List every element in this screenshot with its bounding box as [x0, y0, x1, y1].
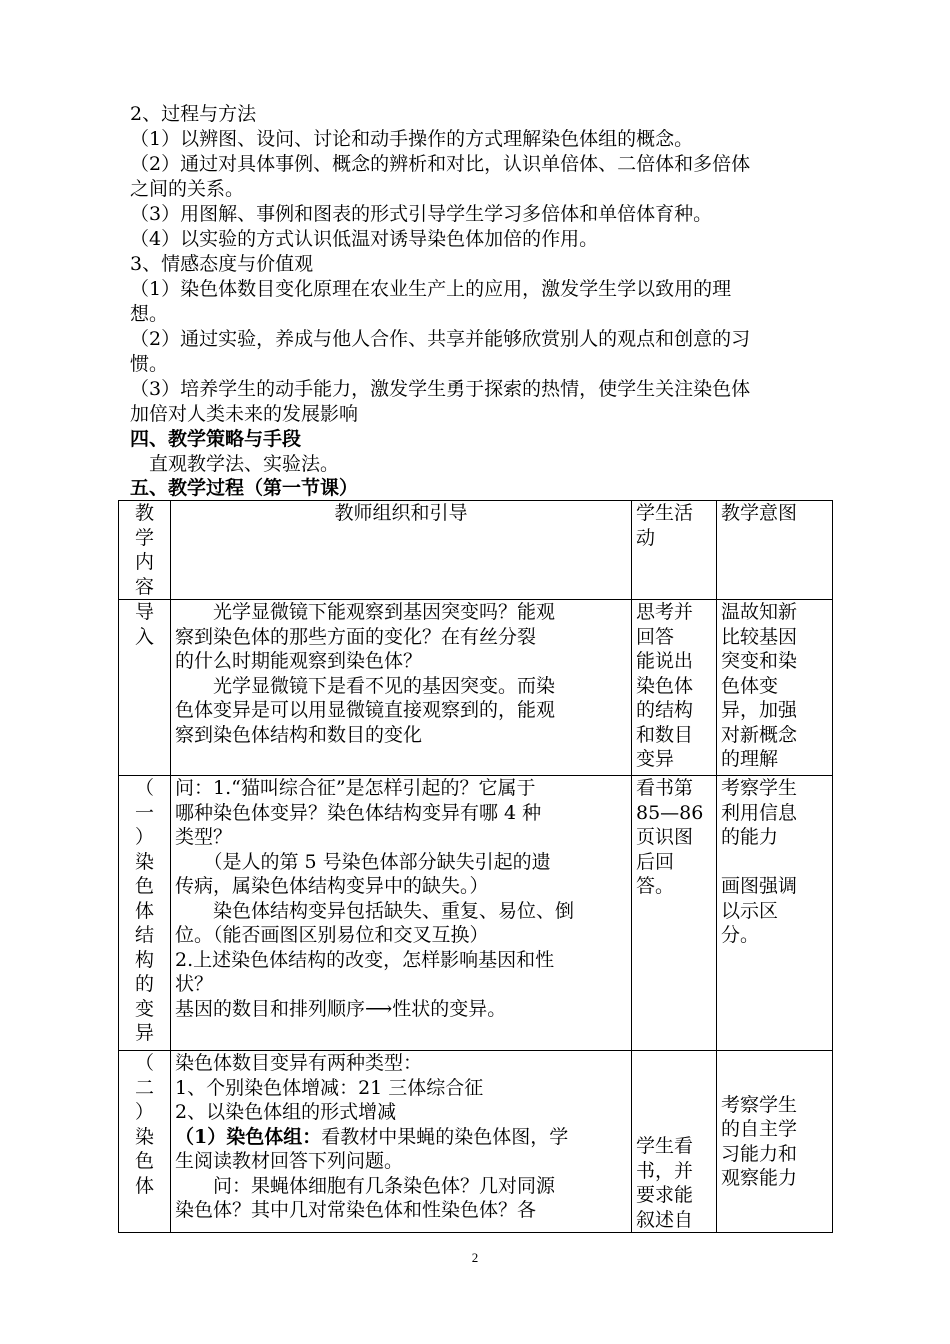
cell-line: 问：果蝇体细胞有几条染色体？几对同源	[175, 1174, 556, 1197]
cell-line: 光学显微镜下能观察到基因突变吗？能观	[175, 601, 556, 623]
cell-line: 思考并	[636, 601, 694, 623]
cell-line: 基因的数目和排列顺序⟶性状的变异。	[175, 997, 507, 1020]
cell-line: 比较基因	[721, 625, 798, 648]
paragraph-line: 直观教学法、实验法。	[130, 453, 340, 475]
cell-line: 突变和染	[721, 650, 798, 672]
row-teacher-cell	[171, 776, 632, 1051]
cell-line: 的结构	[636, 699, 694, 721]
paragraph-line: （3）培养学生的动手能力，激发学生勇于探索的热情，使学生关注染色体	[130, 378, 751, 400]
row-teacher-cell	[171, 600, 632, 776]
cell-line: 85—86	[636, 801, 704, 824]
cell-line: （	[134, 1052, 154, 1074]
row-teacher-cell	[171, 1051, 632, 1233]
cell-line: 要求能	[636, 1184, 694, 1206]
paragraph-line: 想。	[130, 303, 169, 325]
table-row	[119, 600, 833, 776]
cell-line: 生阅读教材回答下列问题。	[175, 1150, 404, 1172]
cell-line: 2、以染色体组的形式增减	[175, 1101, 397, 1123]
cell-line: 入	[134, 625, 154, 648]
cell-line: 后回	[636, 850, 675, 873]
paragraph-line: （4）以实验的方式认识低温对诱导染色体加倍的作用。	[130, 228, 599, 250]
paragraph-line: 惯。	[130, 353, 169, 375]
cell-line: 的	[134, 973, 154, 995]
cell-line: 变异	[636, 748, 675, 770]
cell-line: 回答	[636, 625, 675, 648]
cell-line: 能说出	[636, 650, 694, 672]
cell-line: 答。	[636, 875, 675, 897]
cell-line: 学	[134, 526, 154, 549]
paragraph-line: （1）染色体数目变化原理在农业生产上的应用，激发学生学以致用的理	[130, 278, 732, 300]
cell-line: 教师组织和引导	[334, 502, 468, 524]
header-student	[632, 501, 717, 600]
row-intent-cell	[717, 776, 833, 1051]
cell-line: 色	[134, 1150, 154, 1172]
cell-line: 染	[134, 1125, 154, 1148]
table-header-row	[119, 501, 833, 600]
page-number: 2	[471, 1250, 479, 1265]
cell-line: 哪种染色体变异？染色体结构变异有哪 4 种	[175, 801, 542, 824]
cell-line: 传病，属染色体结构变异中的缺失。）	[175, 875, 489, 897]
cell-line: 的能力	[721, 826, 779, 848]
cell-line: （1）染色体组：看教材中果蝇的染色体图，学	[175, 1125, 569, 1148]
cell-line: 察到染色体的那些方面的变化？在有丝分裂	[175, 625, 537, 648]
cell-line: 教学意图	[721, 502, 798, 524]
table-row	[119, 776, 833, 1051]
section-heading: 四、教学策略与手段	[130, 428, 302, 450]
cell-line: 学生活	[636, 502, 694, 524]
cell-line: 变	[134, 997, 154, 1020]
paragraph-line: （2）通过对具体事例、概念的辨析和对比，认识单倍体、二倍体和多倍体	[130, 153, 751, 175]
row-student-cell	[632, 776, 717, 1051]
cell-line: 分。	[721, 924, 760, 946]
row-content-cell	[119, 600, 171, 776]
cell-line: （是人的第 5 号染色体部分缺失引起的遗	[175, 850, 551, 873]
cell-line: 异	[134, 1022, 154, 1044]
section-heading: 五、教学过程（第一节课）	[130, 477, 359, 499]
cell-line: 染色体数目变异有两种类型：	[175, 1052, 423, 1074]
row-student-cell	[632, 1051, 717, 1233]
table-row	[119, 1051, 833, 1233]
header-content	[119, 501, 171, 600]
row-intent-cell	[717, 600, 833, 776]
paragraph-line: 3、情感态度与价值观	[130, 253, 314, 275]
cell-line: 考察学生	[721, 1093, 798, 1116]
cell-line: ）	[134, 826, 154, 848]
cell-line: ）	[134, 1101, 154, 1123]
cell-line: 位。（能否画图区别易位和交叉互换）	[175, 924, 489, 946]
cell-line: 状？	[175, 973, 214, 995]
cell-line: 构	[134, 948, 154, 971]
cell-line: 利用信息	[721, 801, 798, 824]
cell-line: 看书第	[636, 777, 694, 799]
cell-line: 色	[134, 875, 154, 897]
cell-line: 1、个别染色体增减：21 三体综合征	[175, 1076, 484, 1099]
cell-line: 动	[636, 526, 656, 549]
cell-line: 染	[134, 850, 154, 873]
cell-line: 色体变	[721, 674, 779, 697]
cell-line: 页识图	[636, 826, 694, 848]
header-teacher	[171, 501, 632, 600]
cell-line: 考察学生	[721, 777, 798, 799]
cell-line: 体	[134, 1174, 154, 1197]
row-intent-cell	[717, 1051, 833, 1233]
cell-line: 容	[134, 575, 154, 598]
cell-line: 以示区	[721, 899, 779, 922]
cell-line: 2.上述染色体结构的改变，怎样影响基因和性	[175, 948, 555, 971]
cell-line: 体	[134, 899, 154, 922]
paragraph-line: 之间的关系。	[130, 178, 245, 200]
cell-line: 内	[134, 551, 154, 573]
cell-line: 习能力和	[721, 1142, 798, 1165]
cell-line: 异，加强	[721, 699, 798, 721]
cell-line: 的理解	[721, 748, 779, 770]
cell-line: 类型？	[175, 826, 233, 848]
cell-line: 染色体	[636, 674, 694, 697]
lesson-table	[118, 500, 833, 1233]
cell-line: 对新概念	[721, 723, 798, 746]
cell-line: （	[134, 777, 154, 799]
paragraph-line: 加倍对人类未来的发展影响	[130, 403, 359, 425]
cell-line: 察到染色体结构和数目的变化	[175, 723, 423, 746]
paragraph-line: （3）用图解、事例和图表的形式引导学生学习多倍体和单倍体育种。	[130, 203, 713, 225]
cell-line: 教	[134, 502, 154, 524]
cell-line: 的自主学	[721, 1118, 798, 1140]
cell-line: 染色体结构变异包括缺失、重复、易位、倒	[175, 899, 575, 922]
cell-line: 温故知新	[721, 601, 798, 623]
paragraph-line: （1）以辨图、设问、讨论和动手操作的方式理解染色体组的概念。	[130, 128, 694, 150]
cell-line: 叙述自	[636, 1208, 694, 1231]
cell-line	[721, 850, 828, 875]
cell-line: 观察能力	[721, 1167, 798, 1189]
paragraph-line: 2、过程与方法	[130, 103, 257, 125]
cell-line: 光学显微镜下是看不见的基因突变。而染	[175, 674, 556, 697]
cell-line: 书，并	[636, 1159, 694, 1182]
header-intent	[717, 501, 833, 600]
cell-line: 染色体？其中几对常染色体和性染色体？各	[175, 1199, 537, 1221]
cell-line: 结	[134, 924, 154, 946]
paragraph-line: （2）通过实验，养成与他人合作、共享并能够欣赏别人的观点和创意的习	[130, 328, 751, 350]
row-content-cell	[119, 776, 171, 1051]
cell-line: 和数目	[636, 723, 694, 746]
cell-line: 一	[134, 801, 154, 824]
cell-line: 问：1.“猫叫综合征”是怎样引起的？它属于	[175, 777, 536, 799]
cell-line: 画图强调	[721, 875, 798, 897]
cell-line: 二	[134, 1076, 154, 1099]
cell-line: 的什么时期能观察到染色体？	[175, 650, 423, 672]
row-student-cell	[632, 600, 717, 776]
cell-line: 导	[134, 601, 154, 623]
cell-line: 色体变异是可以用显微镜直接观察到的，能观	[175, 699, 556, 721]
row-content-cell	[119, 1051, 171, 1233]
cell-line: 学生看	[636, 1135, 694, 1157]
